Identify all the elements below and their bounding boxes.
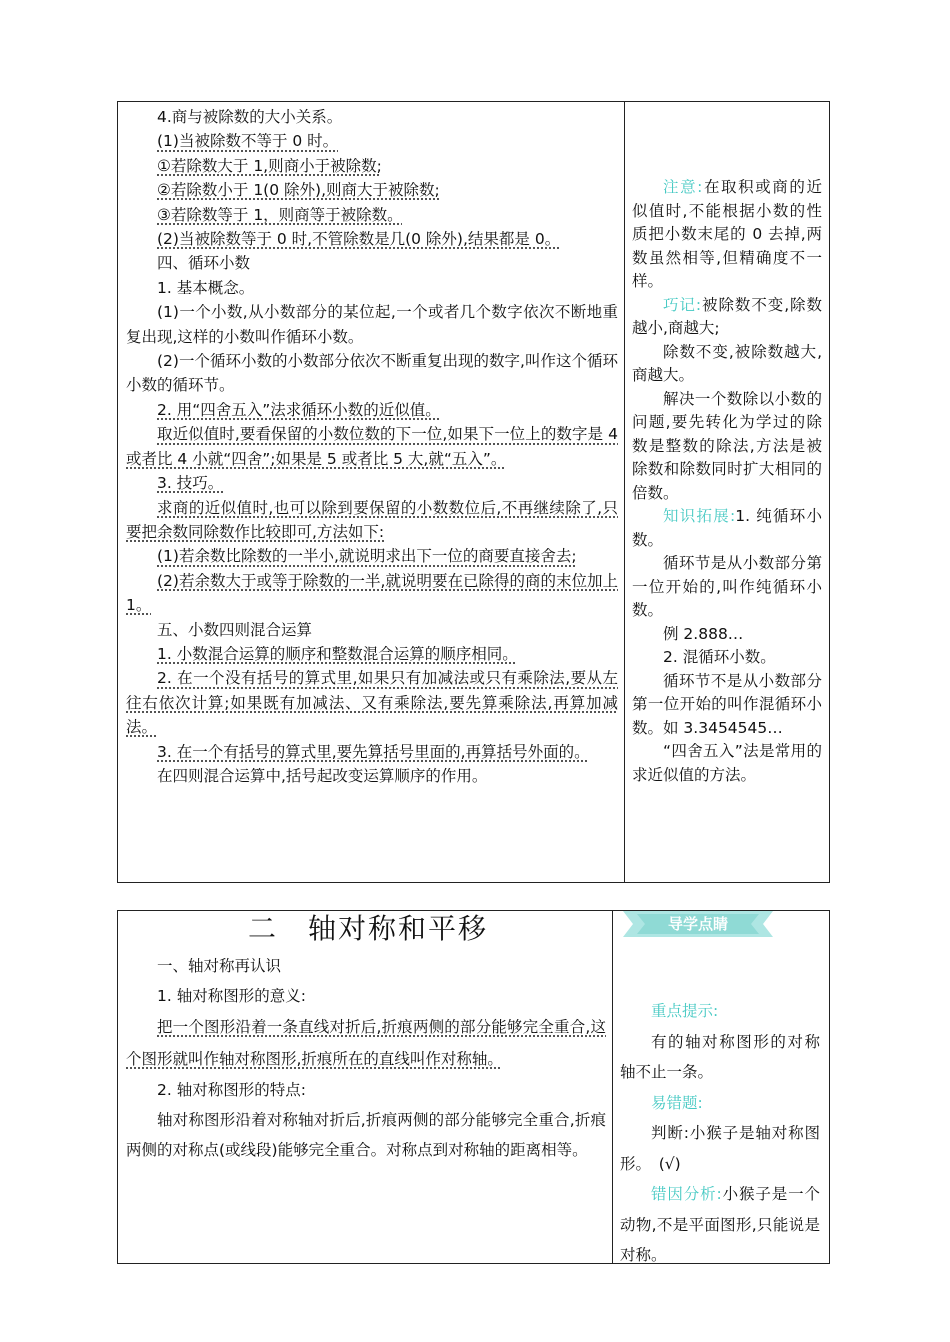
para-case-2: (2)当被除数等于 0 时,不管除数是几(0 除外),结果都是 0。 bbox=[157, 230, 561, 249]
para-features-desc: 轴对称图形沿着对称轴对折后,折痕两侧的部分能够完全重合,折痕两侧的对称点(或线段)能够完全重合。对称点到对称轴的距离相等。 bbox=[126, 1111, 606, 1159]
para-technique-desc: 求商的近似值时,也可以除到要保留的小数数位后,不再继续除了,只要把余数同除数作比较即可,方法如下: bbox=[126, 498, 618, 541]
analysis-text: 小猴子是一个动物,不是平面图形,只能说是对称。 bbox=[620, 1185, 820, 1264]
notes-table-1 bbox=[117, 101, 830, 883]
extension-text-6: “四舍五入”法是常用的求近似值的方法。 bbox=[632, 742, 822, 784]
para-meaning: 1. 轴对称图形的意义: bbox=[157, 987, 306, 1005]
key-label-text: 重点提示: bbox=[651, 1002, 719, 1020]
para-quotient-relation: 4.商与被除数的大小关系。 bbox=[157, 108, 343, 126]
error-text: 判断:小猴子是轴对称图形。 (√) bbox=[620, 1124, 820, 1173]
extension-text-4: 2. 混循环小数。 bbox=[663, 648, 776, 666]
note-extension bbox=[632, 505, 822, 552]
para-rounding-method: 2. 用“四舍五入”法求循环小数的近似值。 bbox=[157, 400, 441, 419]
key-text: 有的轴对称图形的对称轴不止一条。 bbox=[620, 1032, 820, 1081]
error-label-text: 易错题: bbox=[651, 1093, 703, 1112]
para-definition-1: (1)一个小数,从小数部分的某位起,一个或者几个数字依次不断地重复出现,这样的小数叫作循环小数。 bbox=[126, 303, 618, 346]
para-basic-concept: 1. 基本概念。 bbox=[157, 278, 255, 297]
heading-mixed-operations: 五、小数四则混合运算 bbox=[157, 620, 313, 639]
note-label: 注意: bbox=[663, 178, 703, 196]
para-mixed-1: 1. 小数混合运算的顺序和整数混合运算的顺序相同。 bbox=[157, 644, 518, 663]
para-rounding-rule: 取近似值时,要看保留的小数位数的下一位,如果下一位上的数字是 4 或者比 4 小就“四舍”;如果是 5 或者比 5 大,就“五入”。 bbox=[126, 425, 618, 468]
side-notes-column bbox=[632, 176, 822, 787]
tip-text-3: 解决一个数除以小数的问题,要先转化为学过的除数是整数的除法,方法是被除数和除数同时扩大相同的倍数。 bbox=[632, 389, 822, 502]
section-title: 二 轴对称和平移 bbox=[248, 912, 489, 945]
heading-repeating-decimal: 四、循环小数 bbox=[157, 254, 251, 273]
extension-label: 知识拓展: bbox=[663, 507, 736, 525]
heading-axis-symmetry: 一、轴对称再认识 bbox=[157, 957, 282, 975]
para-case-1a: ①若除数大于 1,则商小于被除数; bbox=[157, 156, 382, 175]
guide-banner bbox=[623, 911, 773, 937]
para-mixed-3: 3. 在一个有括号的算式里,要先算括号里面的,再算括号外面的。 bbox=[157, 742, 590, 761]
para-features: 2. 轴对称图形的特点: bbox=[157, 1081, 306, 1099]
tip-text: 被除数不变,除数越小,商越大; bbox=[632, 295, 822, 337]
side-notes-column bbox=[620, 996, 820, 1271]
extension-text-2: 循环节是从小数部分第一位开始的,叫作纯循环小数。 bbox=[632, 554, 822, 619]
analysis-label: 错因分析: bbox=[651, 1185, 722, 1203]
para-mixed-2: 2. 在一个没有括号的算式里,如果只有加减法或只有乘除法,要从左往右依次计算;如果既有加减法、又有乘除法,要先算乘除法,再算加减法。 bbox=[126, 669, 618, 737]
main-content-column bbox=[126, 105, 618, 788]
analysis bbox=[620, 1179, 820, 1271]
para-technique-1: (1)若余数比除数的一半小,就说明求出下一位的商要直接舍去; bbox=[157, 547, 577, 566]
key-label bbox=[620, 996, 820, 1027]
para-definition-2: (2)一个循环小数的小数部分依次不断重复出现的数字,叫作这个循环小数的循环节。 bbox=[126, 352, 618, 395]
extension-text-3: 例 2.888… bbox=[663, 624, 744, 643]
para-meaning-desc: 把一个图形沿着一条直线对折后,折痕两侧的部分能够完全重合,这个图形就叫作轴对称图形,折痕所在的直线叫作对称轴。 bbox=[126, 1018, 606, 1068]
note-text: 在取积或商的近似值时,不能根据小数的性质把小数末尾的 0 去掉,两数虽然相等,但精确度不一样。 bbox=[632, 178, 822, 290]
column-divider bbox=[624, 102, 625, 882]
main-content-column bbox=[126, 951, 606, 1165]
tip-label: 巧记: bbox=[663, 295, 702, 314]
para-case-1c: ③若除数等于 1，则商等于被除数。 bbox=[157, 205, 403, 224]
notes-table-2 bbox=[117, 910, 830, 1264]
extension-text-5: 循环节不是从小数部分第一位开始的叫作混循环小数。如 3.3454545… bbox=[632, 671, 822, 737]
tip-text-2: 除数不变,被除数越大,商越大。 bbox=[632, 342, 822, 384]
para-case-1b: ②若除数小于 1(0 除外),则商大于被除数; bbox=[157, 181, 440, 200]
error-label bbox=[620, 1088, 820, 1119]
extension-text: 1. 纯循环小数。 bbox=[632, 507, 822, 549]
para-technique: 3. 技巧。 bbox=[157, 474, 224, 493]
note-attention bbox=[632, 176, 822, 294]
column-divider bbox=[612, 911, 613, 1263]
para-parentheses: 在四则混合运算中,括号起改变运算顺序的作用。 bbox=[157, 766, 488, 785]
para-technique-2: (2)若余数大于或等于除数的一半,就说明要在已除得的商的末位加上 1。 bbox=[126, 571, 618, 615]
guide-banner-label: 导学点睛 bbox=[667, 915, 728, 933]
note-tip bbox=[632, 294, 822, 341]
para-case-1: (1)当被除数不等于 0 时。 bbox=[157, 132, 339, 151]
